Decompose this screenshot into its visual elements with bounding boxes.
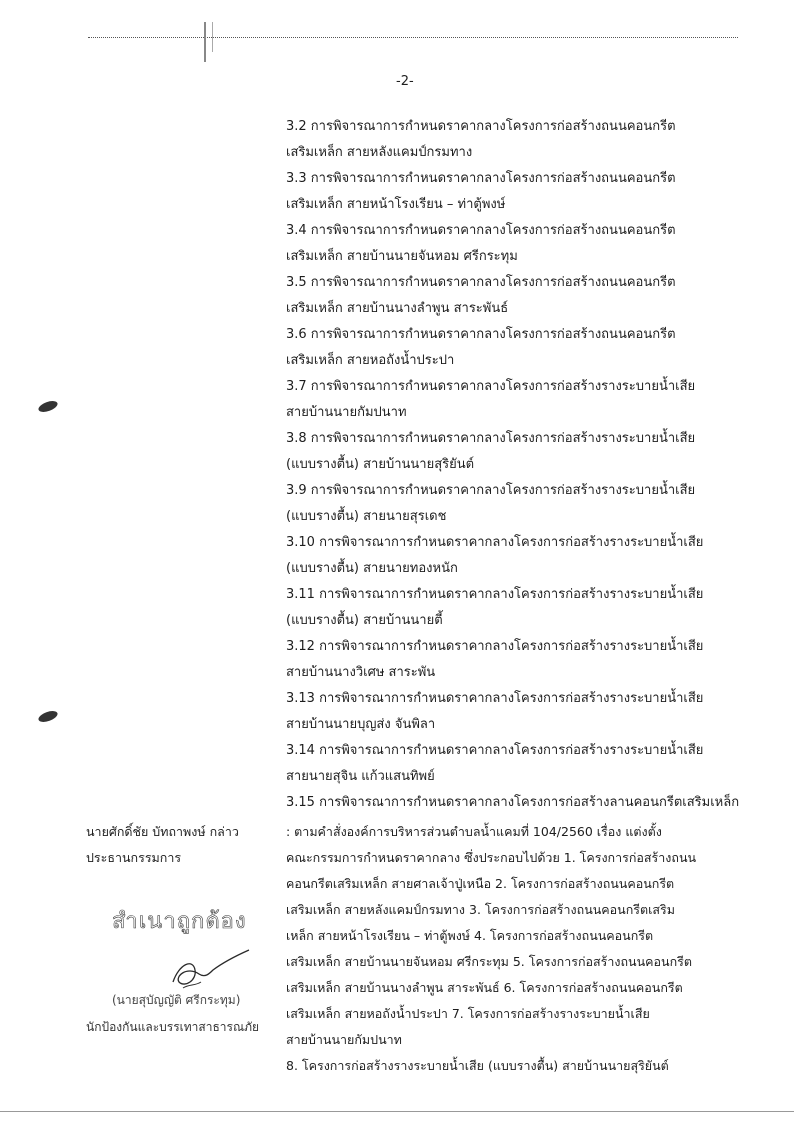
agenda-item [286, 426, 776, 478]
agenda-item-line: 3.11 การพิจารณาการกำหนดราคากลางโครงการก่อสร้างรางระบายน้ำเสีย [286, 587, 704, 602]
agenda-item [286, 530, 776, 582]
paragraph-line: เหล็ก สายหน้าโรงเรียน – ท่าตู้พงษ์ 4. โครงการก่อสร้างถนนคอนกรีต [286, 928, 654, 943]
agenda-item [286, 738, 776, 790]
agenda-item [286, 270, 776, 322]
paragraph-line: คอนกรีตเสริมเหล็ก สายศาลเจ้าปู่เหนือ 2. โครงการก่อสร้างถนนคอนกรีต [286, 876, 675, 891]
handwritten-signature [165, 944, 255, 996]
speaker-block [86, 819, 276, 871]
paragraph-line: เสริมเหล็ก สายบ้านนายจันหอม ศรีกระทุม 5. โครงการก่อสร้างถนนคอนกรีต [286, 954, 692, 969]
agenda-item-line: สายนายสุจิน แก้วแสนทิพย์ [286, 769, 435, 784]
agenda-item-line: 3.9 การพิจารณาการกำหนดราคากลางโครงการก่อสร้างรางระบายน้ำเสีย [286, 483, 696, 498]
agenda-item-line: 3.15 การพิจารณาการกำหนดราคากลางโครงการก่อสร้างลานคอนกรีตเสริมเหล็ก [286, 795, 740, 810]
agenda-item-line: (แบบรางตื้น) สายนายทองหนัก [286, 561, 458, 576]
agenda-item-line: สายบ้านนายกัมปนาท [286, 405, 407, 420]
paragraph-line: : ตามคำสั่งองค์การบริหารส่วนตำบลน้ำแคมที่ 104/2560 เรื่อง แต่งตั้ง [286, 824, 662, 839]
paragraph-line: คณะกรรมการกำหนดราคากลาง ซึ่งประกอบไปด้วย 1. โครงการก่อสร้างถนน [286, 850, 697, 865]
paragraph-line: เสริมเหล็ก สายหลังแคมป์กรมทาง 3. โครงการก่อสร้างถนนคอนกรีตเสริม [286, 902, 675, 917]
agenda-item-line: เสริมเหล็ก สายหอถังน้ำประปา [286, 353, 455, 368]
agenda-item-line: 3.4 การพิจารณาการกำหนดราคากลางโครงการก่อสร้างถนนคอนกรีต [286, 223, 676, 238]
agenda-item-line: 3.8 การพิจารณาการกำหนดราคากลางโครงการก่อสร้างรางระบายน้ำเสีย [286, 431, 696, 446]
agenda-item [286, 218, 776, 270]
agenda-item [286, 686, 776, 738]
agenda-item [286, 322, 776, 374]
agenda-item-line: (แบบรางตื้น) สายบ้านนายสุริยันต์ [286, 457, 475, 472]
punch-hole-mark [37, 709, 59, 724]
scan-edge-top [88, 37, 738, 38]
agenda-item-line: เสริมเหล็ก สายบ้านนางลำพูน สาระพันธ์ [286, 301, 509, 316]
paragraph-line: เสริมเหล็ก สายบ้านนางลำพูน สาระพันธ์ 6. โครงการก่อสร้างถนนคอนกรีต [286, 980, 683, 995]
signer-title: นักป้องกันและบรรเทาสาธารณภัย [86, 1020, 260, 1034]
agenda-item [286, 374, 776, 426]
paragraph-line: สายบ้านนายกัมปนาท [286, 1032, 402, 1047]
agenda-item [286, 114, 776, 166]
punch-hole-mark [37, 399, 59, 414]
agenda-item-line: 3.5 การพิจารณาการกำหนดราคากลางโครงการก่อสร้างถนนคอนกรีต [286, 275, 676, 290]
signer-name: (นายสุบัญญัติ ศรีกระทุม) [112, 993, 241, 1007]
agenda-item-list [286, 114, 776, 842]
scan-mark [212, 22, 213, 52]
agenda-item-line: สายบ้านนายบุญส่ง จันพิลา [286, 717, 436, 732]
agenda-item-line: เสริมเหล็ก สายหลังแคมป์กรมทาง [286, 145, 473, 160]
agenda-item [286, 478, 776, 530]
agenda-item-line: 3.2 การพิจารณาการกำหนดราคากลางโครงการก่อสร้างถนนคอนกรีต [286, 119, 676, 134]
agenda-item-line: 3.3 การพิจารณาการกำหนดราคากลางโครงการก่อสร้างถนนคอนกรีต [286, 171, 676, 186]
statement-paragraph [286, 819, 756, 1079]
agenda-item-line: (แบบรางตื้น) สายบ้านนายตี้ [286, 613, 443, 628]
speaker-name: นายศักดิ์ชัย บัทถาพงษ์ กล่าว [86, 824, 239, 839]
paragraph-line: 8. โครงการก่อสร้างรางระบายน้ำเสีย (แบบรางตื้น) สายบ้านนายสุริยันต์ [286, 1058, 669, 1073]
scan-edge-bottom [0, 1111, 794, 1112]
agenda-item-line: 3.12 การพิจารณาการกำหนดราคากลางโครงการก่อสร้างรางระบายน้ำเสีย [286, 639, 704, 654]
agenda-item-line: (แบบรางตื้น) สายนายสุรเดช [286, 509, 447, 524]
agenda-item [286, 582, 776, 634]
certified-copy-stamp: สำเนาถูกต้อง [112, 909, 247, 934]
agenda-item [286, 166, 776, 218]
agenda-item-line: 3.10 การพิจารณาการกำหนดราคากลางโครงการก่อสร้างรางระบายน้ำเสีย [286, 535, 704, 550]
scan-mark [204, 22, 206, 62]
agenda-item-line: 3.13 การพิจารณาการกำหนดราคากลางโครงการก่อสร้างรางระบายน้ำเสีย [286, 691, 704, 706]
agenda-item-line: เสริมเหล็ก สายบ้านนายจันหอม ศรีกระทุม [286, 249, 518, 264]
agenda-item-line: เสริมเหล็ก สายหน้าโรงเรียน – ท่าตู้พงษ์ [286, 197, 506, 212]
paragraph-line: เสริมเหล็ก สายหอถังน้ำประปา 7. โครงการก่อสร้างรางระบายน้ำเสีย [286, 1006, 650, 1021]
speaker-role: ประธานกรรมการ [86, 850, 182, 865]
agenda-item-line: 3.7 การพิจารณาการกำหนดราคากลางโครงการก่อสร้างรางระบายน้ำเสีย [286, 379, 696, 394]
agenda-item [286, 634, 776, 686]
page-number: -2- [396, 74, 414, 89]
agenda-item-line: 3.6 การพิจารณาการกำหนดราคากลางโครงการก่อสร้างถนนคอนกรีต [286, 327, 676, 342]
agenda-item-line: 3.14 การพิจารณาการกำหนดราคากลางโครงการก่อสร้างรางระบายน้ำเสีย [286, 743, 704, 758]
agenda-item-line: สายบ้านนางวิเศษ สาระพัน [286, 665, 436, 680]
